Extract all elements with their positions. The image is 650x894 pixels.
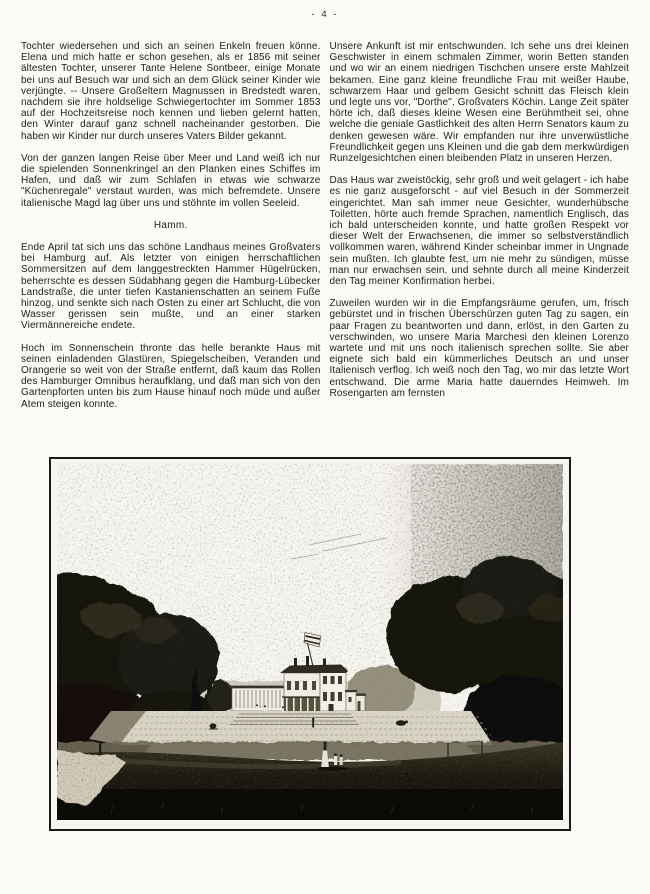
paragraph: Das Haus war zweistöckig, sehr groß und weit gelagert - ich habe es nie ganz ausgeforscht - auf viel Besuch in der Sommerzeit eingerichtet. Man sah immer neue Gesichter, wunderhübsche Toiletten, hörte auch fremde Sprachen, namentlich Englisch, das ich bald unterscheiden konnte, und hatte großen Respekt vor dieser Welt der Erwachsenen, die immer so selbstverständlich vollkommen waren, während Kinder scheinbar immer in Ungnade sein mußten. Ich glaubte fest, um nie mehr zu sündigen, müsse man nur erwachsen sein, und sehnte durch all meine Kinderzeit den Tag meiner Konfirmation herbei. [329,175,629,288]
paragraph: Ende April tat sich uns das schöne Landhaus meines Großvaters bei Hamburg auf. Als letzter von einigen herrschaftlichen Sommersitzen auf dem langgestreckten Hammer Hügelrücken, beherrschte es dessen Südabhang gegen die Hamburg-Lübecker Landstraße, die unter tiefen Kastanienschatten an seinem Fuße hinzog, und senkte sich nach Osten zu einer art Schlucht, die von Wasser gerissen sein mußte, und an einer starken Viermännereiche endete. [21,242,321,332]
right-column [330,41,630,421]
text-columns [0,41,650,421]
page-number: - 4 - [311,9,339,20]
paragraph: Hoch im Sonnenschein thronte das helle berankte Haus mit seinen einladenden Glastüren, Spiegelscheiben, Veranden und Orangerie so weit von der Straße entfernt, daß kaum das Rollen des Hamburger Omnibus heraufklang, und daß man sich von den Gartenpforten unten bis zum Hause hinauf noch müde und außer Atem steigen konnte. [21,342,321,410]
engraving-illustration [49,457,571,831]
section-heading-hamm: Hamm. [153,219,188,231]
paragraph: Unsere Ankunft ist mir entschwunden. Ich sehe uns drei kleinen Geschwister in einem schmalen Zimmer, worin Betten standen und wo wir an einem niedrigen Tischchen unsere erste Mahlzeit bekamen. Eine ganz kleine freundliche Frau mit weißer Haube, schwarzem Haar und gelbem Gesicht schnitt das Fleisch klein und legte uns vor, "Dorthe", Großvaters Köchin. Lange Zeit später hörte ich, daß dieses kleine Wesen eine Berühmtheit sei, ohne welche die geniale Gastlichkeit des alten Herrn Senators kaum zu denken gewesen wäre. Wir empfanden nur ihre unverwüstliche Freundlichkeit gegen uns Kleinen und die gab dem merkwürdigen Runzelgesichtchen einen bleibenden Platz in unseren Herzen. [329,41,629,165]
engraving-art [51,459,569,829]
paragraph: Tochter wiedersehen und sich an seinen Enkeln freuen könne. Elena und mich hatte er schon gesehen, als er 1856 mit seiner ältesten Tochter, unserer Tante Helene Sontbeer, einige Monate bei uns auf Besuch war und sich an dem Glück seiner Kinder wie verjüngte. -- Unsere Großeltern Magnussen in Bredstedt waren, nachdem sie ihre holdselige Schwiegertochter im Sommer 1853 auf der Hochzeitsreise noch kennen und lieben gelernt hatten, den Winter darauf ganz schnell nacheinander gestorben. Die haben wir Kinder nur durch unseres Vaters Bilder gekannt. [21,41,321,142]
paragraph: Zuweilen wurden wir in die Empfangsräume gerufen, um, frisch gebürstet und in frischen Überschürzen guten Tag zu sagen, ein paar Fragen zu beantworten und dann, erlöst, in den Garten zu verschwinden, wo unsere Maria Marchesi den kleinen Lorenzo wartete und mit uns noch italienisch sprechen sollte. Sie aber eignete sich bald ein kümmerliches Deutsch an und unser Italienisch verflog. Ich weiß noch den Tag, wo mir das letzte Wort entschwand. Die arme Maria hatte dauerndes Heimweh. Im Rosengarten am fernsten [329,298,629,399]
paragraph: Von der ganzen langen Reise über Meer und Land weiß ich nur die spielenden Sonnenkringel an den Planken eines Schiffes im Hafen, und daß wir zum Schlafen in etwas wie schwarze "Küchenregale" verstaut wurden, was mich befremdete. Unsere italienische Magd lag über uns und stöhnte im vollen Seeleid. [21,152,321,209]
left-column [21,41,321,421]
grain-overlay [57,464,563,820]
